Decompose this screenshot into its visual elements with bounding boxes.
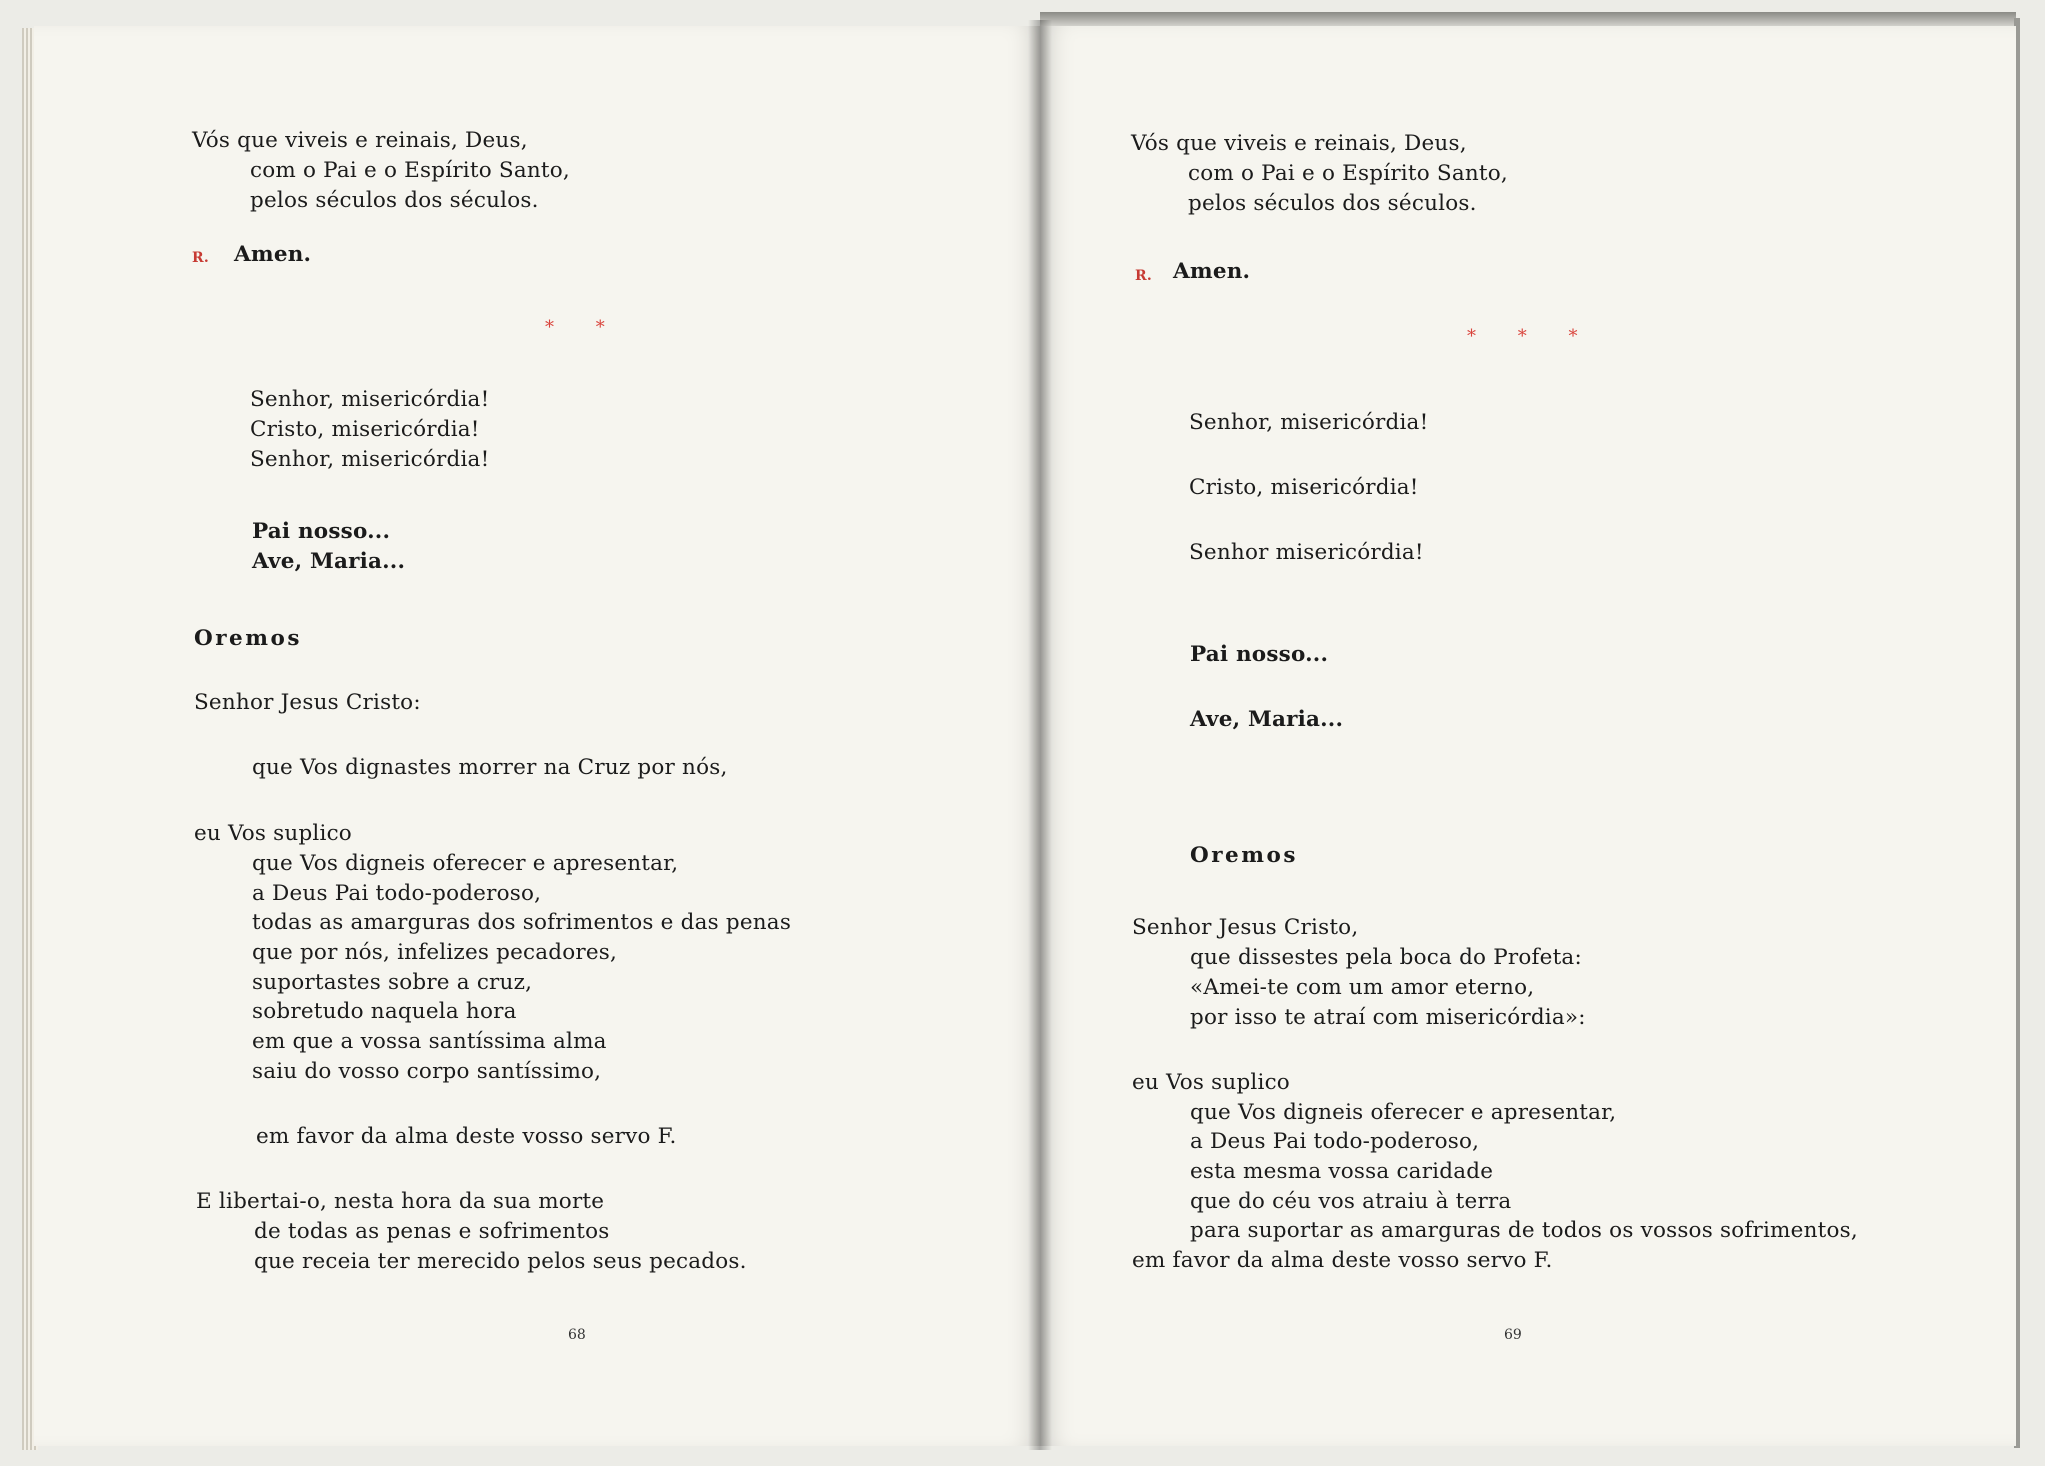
prayer-line: que Vos digneis oferecer e apresentar,	[1190, 1100, 1617, 1125]
kyrie-line: Senhor misericórdia!	[1189, 540, 1424, 565]
pai-nosso: Pai nosso...	[252, 519, 391, 544]
prayer-line: que dissestes pela boca do Profeta:	[1190, 945, 1582, 970]
prayer-line: que receia ter merecido pelos seus pecados.	[254, 1249, 747, 1274]
book-spine	[1028, 20, 1052, 1450]
prayer-line: todas as amarguras dos sofrimentos e das penas	[252, 910, 792, 935]
response-marker: R.	[192, 250, 209, 266]
prayer-line: em que a vossa santíssima alma	[252, 1029, 607, 1054]
prayer-line: saiu do vosso corpo santíssimo,	[252, 1059, 602, 1084]
oremos-heading: Oremos	[194, 626, 302, 651]
prayer-line: eu Vos suplico	[194, 821, 352, 846]
prayer-line: por isso te atraí com misericórdia»:	[1190, 1005, 1586, 1030]
prayer-line: em favor da alma deste vosso servo F.	[1132, 1248, 1553, 1273]
prayer-line: para suportar as amarguras de todos os vossos sofrimentos,	[1190, 1218, 1858, 1243]
prayer-line: «Amei-te com um amor eterno,	[1190, 975, 1535, 1000]
ave-maria: Ave, Maria...	[252, 549, 406, 574]
prayer-line: que Vos digneis oferecer e apresentar,	[252, 851, 679, 876]
closing-line: com o Pai e o Espírito Santo,	[1188, 161, 1508, 186]
prayer-line: que Vos dignastes morrer na Cruz por nós,	[252, 755, 728, 780]
prayer-line: sobretudo naquela hora	[252, 999, 517, 1024]
prayer-address: Senhor Jesus Cristo:	[194, 690, 421, 715]
closing-line: pelos séculos dos séculos.	[250, 188, 539, 213]
prayer-line: em favor da alma deste vosso servo F.	[256, 1124, 677, 1149]
prayer-line: a Deus Pai todo-poderoso,	[1190, 1129, 1480, 1154]
prayer-line: suportastes sobre a cruz,	[252, 970, 533, 995]
closing-line: com o Pai e o Espírito Santo,	[250, 158, 570, 183]
prayer-line: esta mesma vossa caridade	[1190, 1159, 1494, 1184]
amen-response: Amen.	[1173, 259, 1251, 284]
prayer-line: E libertai-o, nesta hora da sua morte	[196, 1189, 605, 1214]
kyrie-line: Senhor, misericórdia!	[250, 387, 490, 412]
response-marker: R.	[1135, 268, 1152, 284]
kyrie-line: Cristo, misericórdia!	[1189, 475, 1419, 500]
prayer-line: que do céu vos atraiu à terra	[1190, 1189, 1512, 1214]
prayer-line: de todas as penas e sofrimentos	[254, 1219, 610, 1244]
pai-nosso: Pai nosso...	[1190, 642, 1329, 667]
prayer-address: Senhor Jesus Cristo,	[1132, 915, 1359, 940]
page-number: 69	[1504, 1327, 1522, 1343]
oremos-heading: Oremos	[1190, 843, 1298, 868]
closing-line: Vós que viveis e reinais, Deus,	[192, 128, 528, 153]
prayer-line: eu Vos suplico	[1132, 1070, 1290, 1095]
prayer-line: que por nós, infelizes pecadores,	[252, 940, 618, 965]
asterism: * *	[545, 317, 623, 338]
amen-response: Amen.	[234, 242, 312, 267]
kyrie-line: Cristo, misericórdia!	[250, 417, 480, 442]
kyrie-line: Senhor, misericórdia!	[1189, 410, 1429, 435]
closing-line: Vós que viveis e reinais, Deus,	[1131, 131, 1467, 156]
prayer-line: a Deus Pai todo-poderoso,	[252, 881, 542, 906]
asterism: * * *	[1467, 326, 1596, 347]
ave-maria: Ave, Maria...	[1190, 707, 1344, 732]
page-number: 68	[568, 1327, 586, 1343]
closing-line: pelos séculos dos séculos.	[1188, 191, 1477, 216]
kyrie-line: Senhor, misericórdia!	[250, 447, 490, 472]
